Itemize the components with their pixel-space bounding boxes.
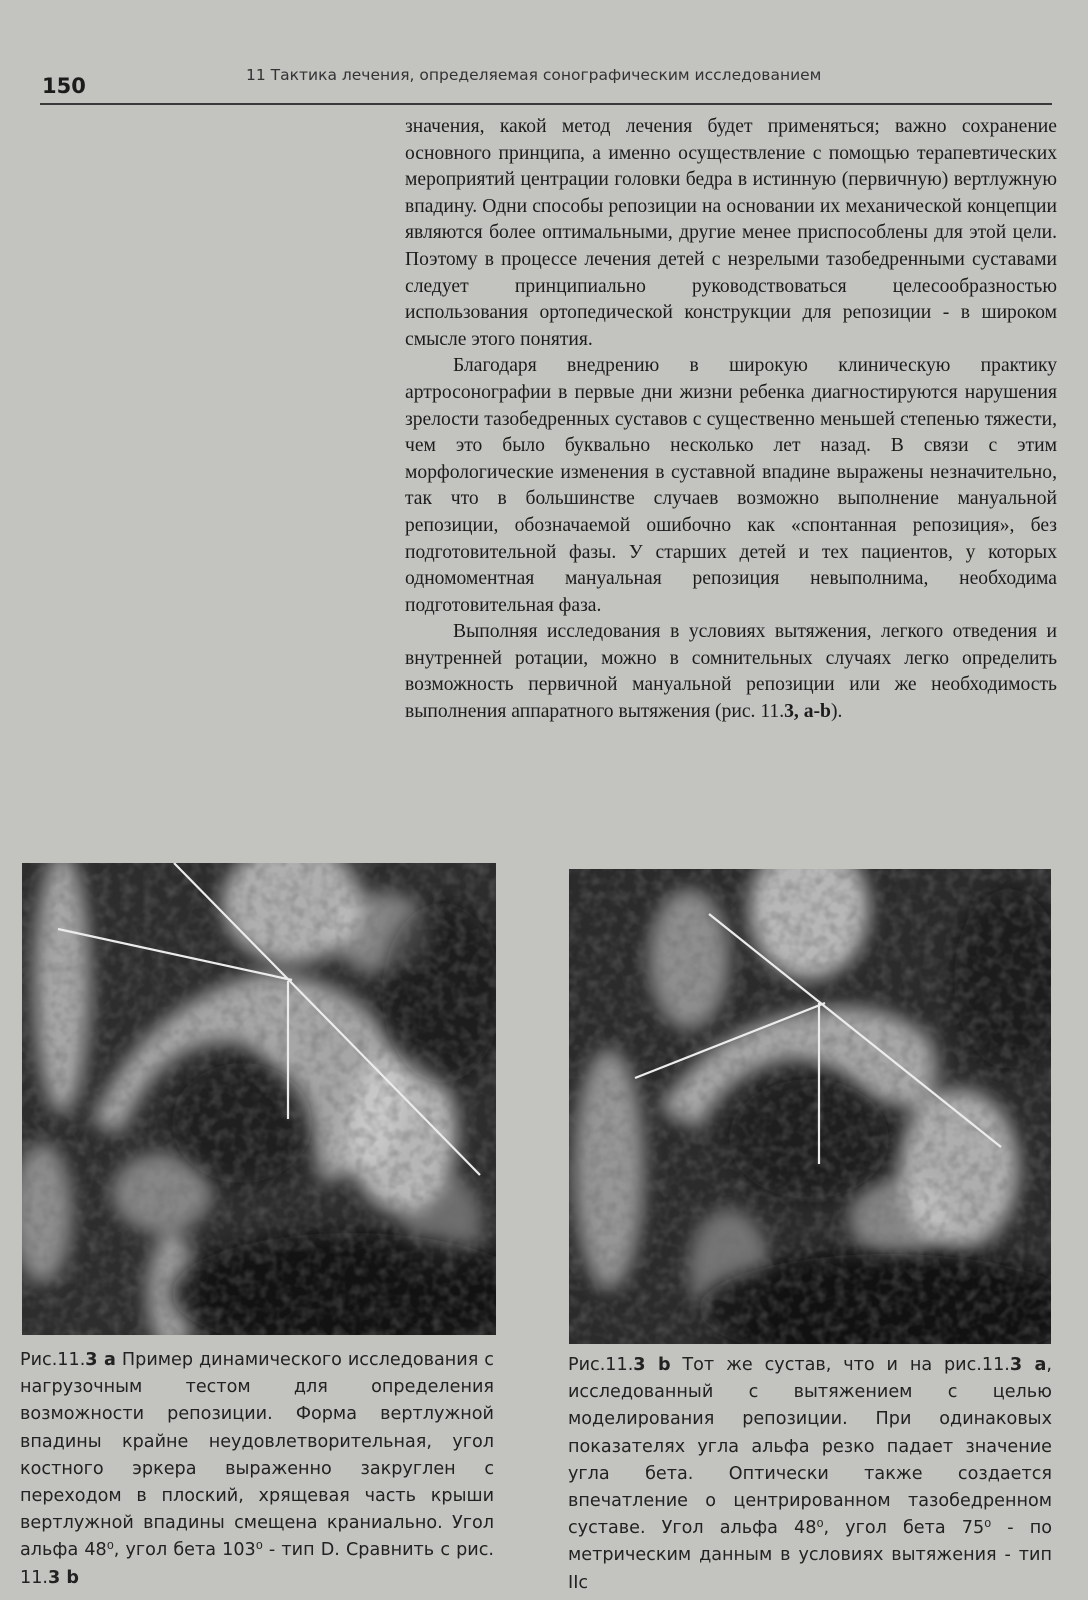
- ultrasound-image-b: [569, 869, 1051, 1344]
- page-number: 150: [42, 74, 86, 98]
- caption-b-ref: 3 a: [1009, 1355, 1047, 1375]
- ultrasound-figure-b: [569, 869, 1051, 1344]
- paragraph-1: значения, какой метод лечения будет применяться; важно сохранение основного принципа, а именно осуществление с помощью терапевтических мероприятий центрации головки бедра в истинную (первичную) вертлужную впадину. Одни способы репозиции на основании их механической концепции являются более оптимальными, другие менее приспособлены для этой цели. Поэтому в процессе лечения детей с незрелыми тазобедренными суставами следует принципиально руководствоваться целесообразностью использования ортопедической конструкции для репозиции - в широком смысле этого понятия.: [405, 116, 1057, 350]
- paragraph-3-text: Выполняя исследования в условиях вытяжения, легкого отведения и внутренней ротации, можно в сомнительных случаях легко определить возможность первичной мануальной репозиции или же необходимость выполнения аппаратного вытяжения (рис. 11.: [405, 621, 1057, 723]
- paragraph-3: [405, 619, 1057, 725]
- header-rule: [40, 103, 1052, 105]
- ultrasound-image-a: [22, 863, 496, 1335]
- caption-b-text-1: Тот же сустав, что и на рис.11.: [670, 1355, 1010, 1375]
- caption-a-prefix: Рис.11.: [20, 1350, 86, 1370]
- caption-b-prefix: Рис.11.: [568, 1355, 634, 1375]
- ultrasound-figure-a: [22, 863, 496, 1335]
- caption-b-label: 3 b: [633, 1355, 671, 1375]
- figure-caption-b: [568, 1352, 1052, 1597]
- running-title: 11 Тактика лечения, определяемая сонографическим исследованием: [246, 66, 822, 84]
- caption-b-text-2: , исследованный с вытяжением с целью моделирования репозиции. При одинаковых показателях угла альфа резко падает значение угла бета. Оптически также создается впечатление о центрированном тазобедренном суставе. Угол альфа 48⁰, угол бета 75⁰ - по метрическим данным в условиях вытяжения - тип IIc: [568, 1355, 1052, 1593]
- figure-ref-letters: a-b: [803, 701, 831, 723]
- caption-a-ref: 3 b: [47, 1567, 79, 1588]
- body-text: [405, 114, 1057, 726]
- paragraph-2: Благодаря внедрению в широкую клиническую практику артросонографии в первые дни жизни ребенка диагностируются нарушения зрелости тазобедренных суставов с существенно меньшей степенью тяжести, чем это было буквально несколько лет назад. В связи с этим морфологические изменения в суставной впадине выражены незначительно, так что в большинстве случаев возможно выполнение мануальной репозиции, обозначаемой ошибочно как «спонтанная репозиция», без подготовительной фазы. У старших детей и тех пациентов, у которых одномоментная мануальная репозиция невыполнима, необходима подготовительная фаза.: [405, 355, 1057, 616]
- caption-a-label: 3 a: [85, 1350, 116, 1370]
- paragraph-3-end: ).: [830, 701, 843, 723]
- figure-ref-number: 3,: [784, 701, 799, 723]
- caption-a-text: Пример динамического исследования с нагрузочным тестом для определения возможности репозиции. Форма вертлужной впадины крайне неудовлетворительная, угол костного эркера выраженно закруглен с переходом в плоский, хрящевая часть крыши вертлужной впадины смещена краниально. Угол альфа 48⁰, угол бета 103⁰ - тип D. Сравнить с рис. 11.: [20, 1350, 494, 1588]
- figure-caption-a: [20, 1347, 494, 1592]
